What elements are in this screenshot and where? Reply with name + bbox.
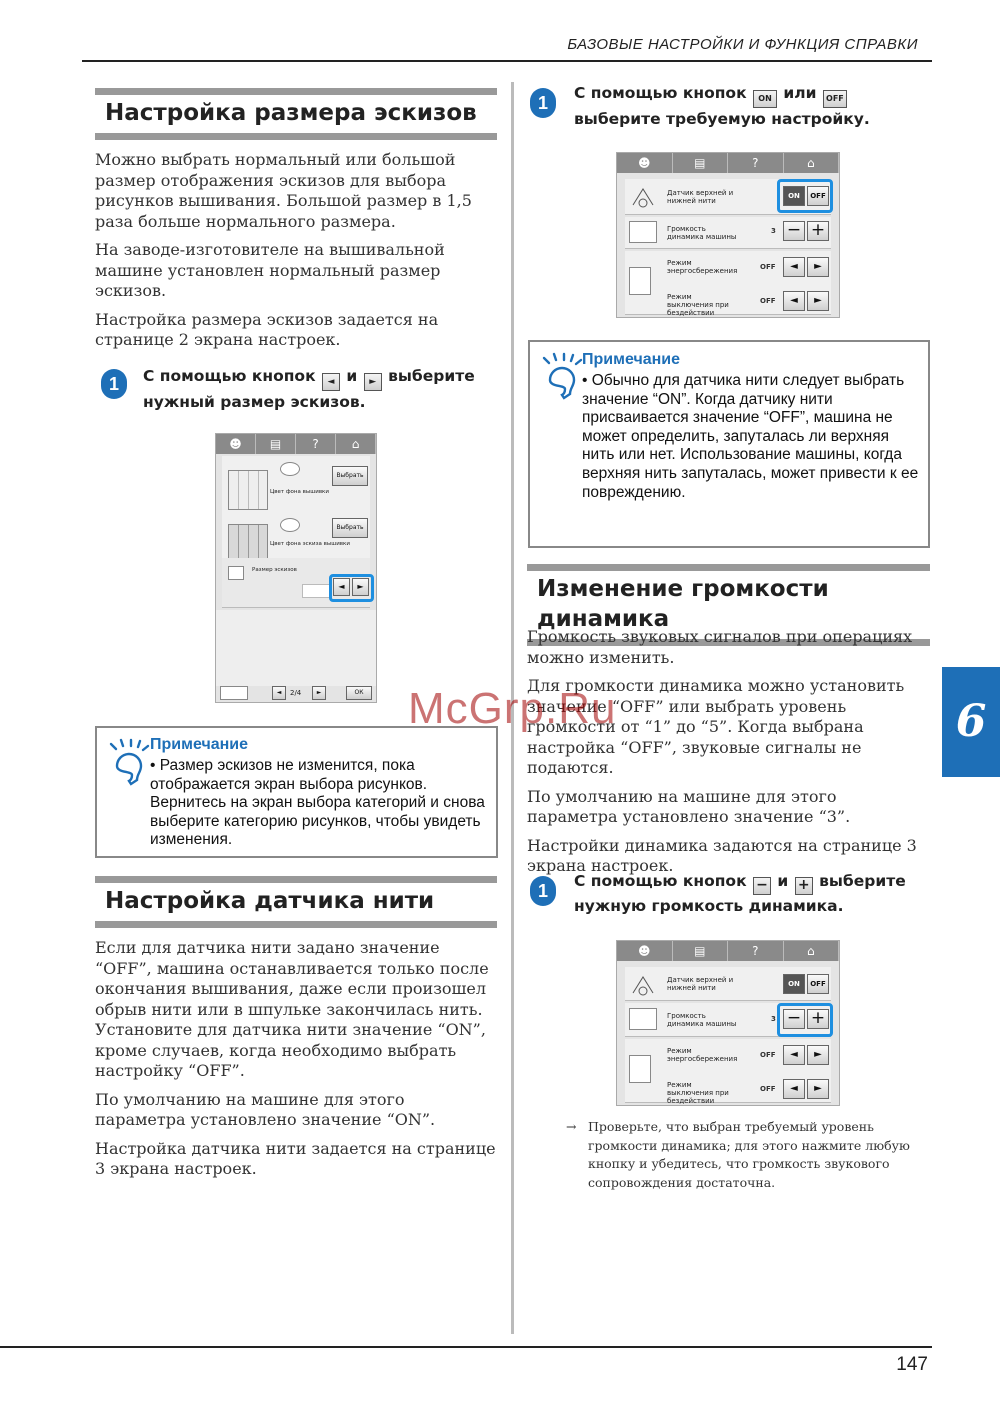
- note-title: Примечание: [150, 736, 249, 753]
- size-preview-box: [302, 584, 330, 598]
- list-tab-icon[interactable]: ▤: [673, 941, 729, 961]
- on-button[interactable]: ON: [783, 186, 805, 206]
- screen-tab-bar: [216, 434, 376, 454]
- shutoff-right-button[interactable]: ►: [807, 291, 829, 311]
- running-header: БАЗОВЫЕ НАСТРОЙКИ И ФУНКЦИЯ СПРАВКИ: [567, 36, 918, 53]
- paragraph: По умолчанию на машине для этого параметра установлено значение “3”.: [527, 786, 851, 826]
- chapter-tab: 6: [942, 667, 1000, 777]
- thread-sensor-icon: [629, 973, 657, 997]
- result-text: Проверьте, что выбран требуемый уровень громкости динамика; для этого нажмите любую кнопку и убедитесь, что громкость звукового сопровождения достаточна.: [588, 1119, 910, 1190]
- section-title: Настройка размера эскизов: [105, 100, 477, 126]
- step-instruction: [574, 82, 934, 130]
- paragraph: Настройка датчика нити задается на странице 3 экрана настроек.: [95, 1138, 496, 1178]
- eco-right-button[interactable]: ►: [807, 1045, 829, 1065]
- off-key-icon: OFF: [823, 90, 847, 108]
- step-number-icon: 1: [530, 876, 556, 906]
- shutoff-right-button[interactable]: ►: [807, 1079, 829, 1099]
- step-text-post: выберите нужный размер эскизов.: [143, 367, 475, 411]
- settings-screen-thread-sensor: [616, 152, 840, 318]
- section-heading-thumbnail-size: [95, 88, 497, 140]
- minus-key-icon: −: [753, 877, 771, 895]
- help-tab-icon[interactable]: ?: [728, 941, 784, 961]
- thread-sensor-icon: [629, 185, 657, 209]
- step-text-or: или: [783, 84, 817, 102]
- volume-value: 3: [771, 1015, 776, 1023]
- step-text-pre: С помощью кнопок: [574, 84, 747, 102]
- paragraph: Настройка размера эскизов задается на странице 2 экрана настроек.: [95, 309, 439, 349]
- eco-right-button[interactable]: ►: [807, 257, 829, 277]
- home-tab-icon[interactable]: ⌂: [784, 153, 840, 173]
- settings-screen-volume: [616, 940, 840, 1106]
- shutoff-mode-value: OFF: [760, 1085, 776, 1093]
- shutoff-mode-value: OFF: [760, 297, 776, 305]
- speaker-volume-label: Громкость динамика машины: [667, 225, 737, 241]
- paragraph: Можно выбрать нормальный или большой размер отображения эскизов для выбора рисунков вышивания. Большой размер в 1,5 раза больше нормального размера.: [95, 150, 472, 231]
- note-text: • Обычно для датчика нити следует выбрать значение “ON”. Когда датчику нити присваивается значение “OFF”, машина не может определить, запуталась ли верхняя нить или нет. Использование машины, когда верхняя нить запуталась, может привести к ее повреждению.: [582, 372, 919, 501]
- clock-tab-icon[interactable]: ☻: [617, 153, 673, 173]
- preview-grid-icon: [228, 470, 268, 510]
- minus-button[interactable]: −: [783, 221, 805, 241]
- step-instruction: [574, 870, 934, 917]
- thumbnail-bg-label: Цвет фона эскиза вышивки: [270, 541, 350, 547]
- speaker-machine-icon: [629, 221, 657, 243]
- note-text: • Размер эскизов не изменится, пока отображается экран выбора рисунков. Вернитесь на экран выбора категорий и снова выберите категорию рисунков, чтобы увидеть изменения.: [150, 757, 485, 849]
- step-text-and: и: [346, 367, 358, 385]
- result-arrow-icon: →: [566, 1119, 577, 1134]
- section-body: [95, 938, 500, 1188]
- note-box: [95, 726, 498, 858]
- step-instruction: [143, 365, 493, 413]
- page-next-button[interactable]: ►: [312, 686, 326, 700]
- color-swatch-icon: [280, 462, 300, 476]
- screen-tab-bar: [617, 941, 839, 961]
- eco-mode-value: OFF: [760, 263, 776, 271]
- lightbulb-note-icon: [107, 738, 151, 786]
- volume-value: 3: [771, 227, 776, 235]
- page-indicator: 2/4: [290, 689, 302, 697]
- eco-mode-icon: [629, 267, 651, 295]
- paragraph: На заводе-изготовителе на вышивальной машине установлен нормальный размер эскизов.: [95, 240, 445, 300]
- paragraph: Громкость звуковых сигналов при операциях можно изменить.: [527, 627, 913, 667]
- section-title: Изменение громкости динамика: [537, 576, 829, 632]
- thread-sensor-label: Датчик верхней и нижней нити: [667, 189, 734, 205]
- step-text-post: выберите нужную громкость динамика.: [574, 872, 906, 915]
- speaker-volume-label: Громкость динамика машины: [667, 1012, 737, 1028]
- plus-button[interactable]: +: [807, 1009, 829, 1029]
- right-arrow-button[interactable]: ►: [352, 578, 369, 596]
- note-box: [528, 340, 930, 548]
- left-arrow-button[interactable]: ◄: [333, 578, 350, 596]
- left-arrow-key-icon: ◄: [322, 373, 340, 391]
- select-button[interactable]: Выбрать: [332, 518, 368, 538]
- watermark: McGrp.Ru: [408, 684, 617, 733]
- paragraph: Для громкости динамика можно установить значение “OFF” или выбрать уровень громкости от “1” до “5”. Когда выбрана настройка “OFF”, звуковые сигналы не подаются.: [527, 676, 905, 777]
- header-rule: [82, 60, 932, 62]
- home-tab-icon[interactable]: ⌂: [784, 941, 840, 961]
- section-title: Настройка датчика нити: [105, 888, 435, 914]
- eco-mode-label: Режим энергосбережения: [667, 1047, 738, 1063]
- machine-icon[interactable]: [220, 686, 248, 700]
- section-body: [95, 150, 495, 359]
- eco-mode-label: Режим энергосбережения: [667, 259, 738, 275]
- page-prev-button[interactable]: ◄: [272, 686, 286, 700]
- paragraph: Если для датчика нити задано значение “OFF”, машина останавливается только после окончания вышивания, даже если произошел обрыв нити или в шпульке закончилась нить. Установите для датчика нити значение “ON”, кроме случаев, когда необходимо выбрать настройку “OFF”.: [95, 938, 489, 1080]
- paragraph: Настройки динамика задаются на странице 3 экрана настроек.: [527, 835, 917, 875]
- section-heading-thread-sensor: [95, 876, 497, 928]
- step-text-post: выберите требуемую настройку.: [574, 110, 870, 128]
- on-button[interactable]: ON: [783, 974, 805, 994]
- embroidery-bg-label: Цвет фона вышивки: [270, 489, 329, 495]
- help-tab-icon[interactable]: ?: [296, 434, 336, 454]
- shutoff-left-button[interactable]: ◄: [783, 291, 805, 311]
- thread-sensor-label: Датчик верхней и нижней нити: [667, 976, 734, 992]
- speaker-machine-icon: [629, 1008, 657, 1030]
- empty-area: [216, 610, 376, 686]
- step-text-pre: С помощью кнопок: [143, 367, 316, 385]
- plus-key-icon: +: [795, 877, 813, 895]
- plus-button[interactable]: +: [807, 221, 829, 241]
- on-key-icon: ON: [753, 90, 777, 108]
- eco-mode-value: OFF: [760, 1051, 776, 1059]
- list-tab-icon[interactable]: ▤: [673, 153, 729, 173]
- shutoff-left-button[interactable]: ◄: [783, 1079, 805, 1099]
- step-number-icon: 1: [530, 88, 556, 118]
- shutoff-mode-label: Режим выключения при бездействии: [667, 1081, 729, 1105]
- minus-button[interactable]: −: [783, 1009, 805, 1029]
- home-tab-icon[interactable]: ⌂: [336, 434, 376, 454]
- clock-tab-icon[interactable]: ☻: [617, 941, 673, 961]
- list-tab-icon[interactable]: ▤: [256, 434, 296, 454]
- section-body: [527, 627, 932, 885]
- shutoff-mode-label: Режим выключения при бездействии: [667, 293, 729, 317]
- select-button[interactable]: Выбрать: [332, 466, 368, 486]
- paragraph: По умолчанию на машине для этого параметра установлено значение “ON”.: [95, 1089, 436, 1129]
- footer-rule: [0, 1346, 932, 1348]
- eco-left-button[interactable]: ◄: [783, 257, 805, 277]
- settings-screen-thumbnail: [215, 433, 377, 703]
- ok-button[interactable]: ОК: [346, 686, 372, 700]
- eco-left-button[interactable]: ◄: [783, 1045, 805, 1065]
- eco-mode-icon: [629, 1055, 651, 1083]
- size-icon: [228, 566, 244, 580]
- off-button[interactable]: OFF: [807, 974, 829, 994]
- thumbnail-size-label: Размер эскизов: [252, 567, 297, 573]
- color-swatch-icon: [280, 518, 300, 532]
- step-number-icon: 1: [101, 369, 127, 399]
- step-text-and: и: [777, 872, 789, 890]
- screen-tab-bar: [617, 153, 839, 173]
- right-arrow-key-icon: ►: [364, 373, 382, 391]
- lightbulb-note-icon: [540, 352, 584, 400]
- off-button[interactable]: OFF: [807, 186, 829, 206]
- help-tab-icon[interactable]: ?: [728, 153, 784, 173]
- page-number: 147: [896, 1354, 928, 1375]
- note-title: Примечание: [582, 351, 681, 368]
- step-text-pre: С помощью кнопок: [574, 872, 747, 890]
- clock-tab-icon[interactable]: ☻: [216, 434, 256, 454]
